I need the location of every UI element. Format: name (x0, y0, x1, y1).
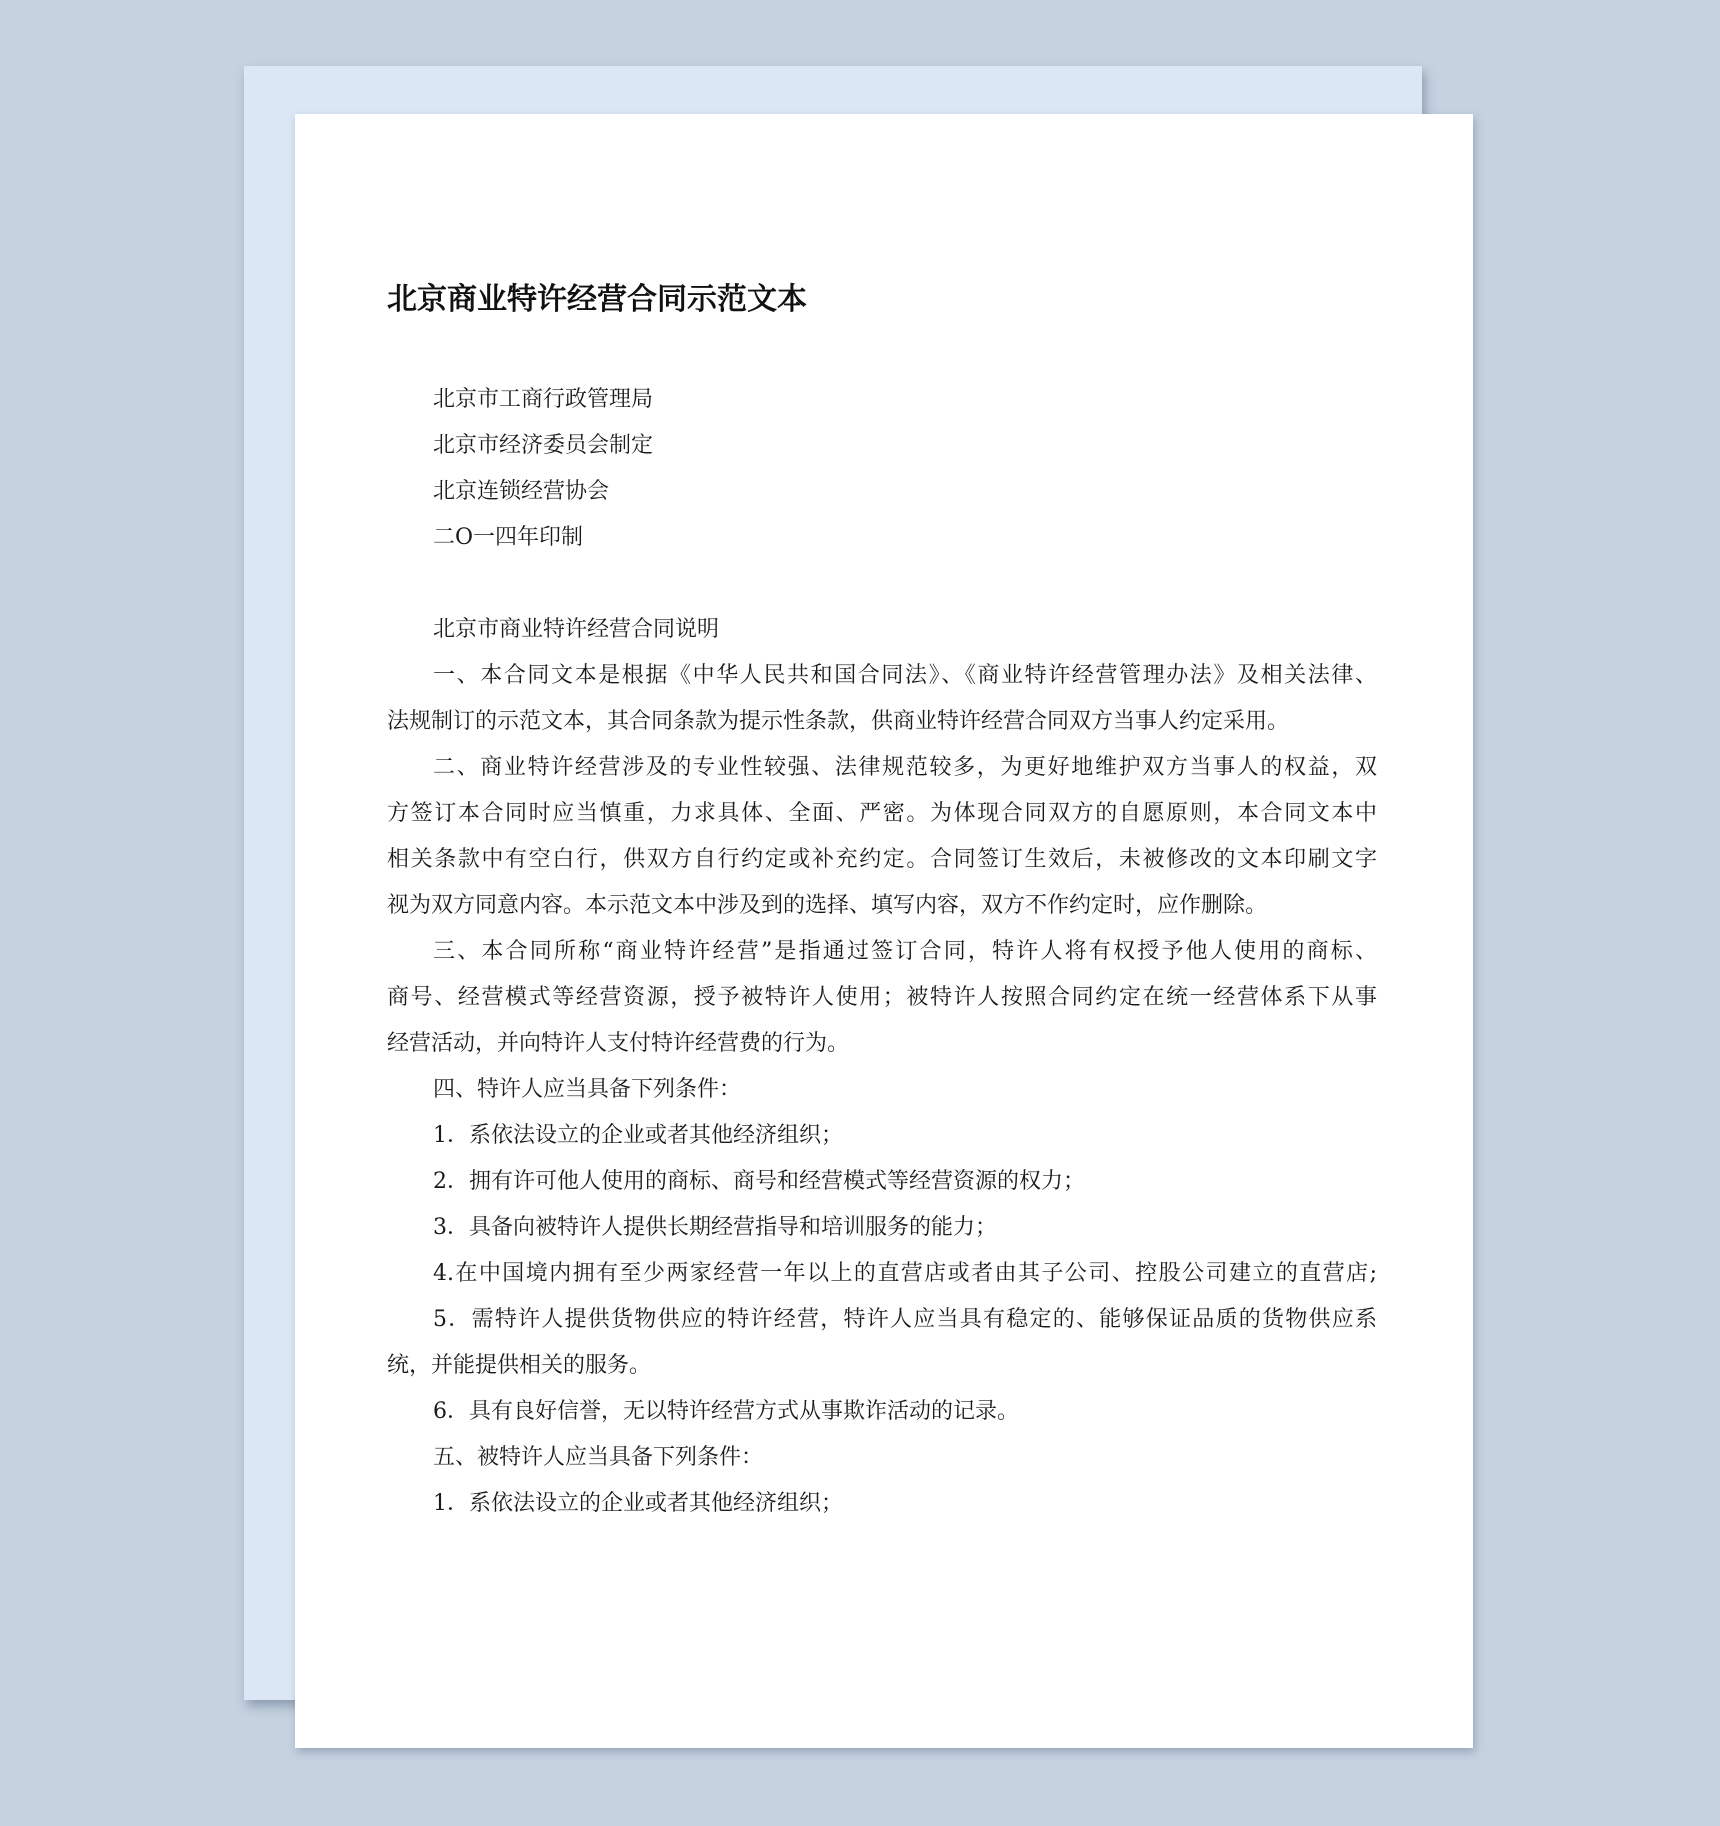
issuer-line: 北京连锁经营协会 (433, 479, 610, 504)
body-text-line: 三、本合同所称“商业特许经营”是指通过签订合同，特许人将有权授予他人使用的商标、 (433, 939, 1377, 964)
body-text-line: 视为双方同意内容。本示范文本中涉及到的选择、填写内容，双方不作约定时，应作删除。 (387, 893, 1268, 918)
print-date-line: 二O一四年印制 (433, 525, 584, 550)
section-heading: 北京市商业特许经营合同说明 (433, 617, 720, 642)
document-title: 北京商业特许经营合同示范文本 (387, 282, 807, 317)
body-text-line: 商号、经营模式等经营资源，授予被特许人使用；被特许人按照合同约定在统一经营体系下从事 (387, 985, 1377, 1010)
body-text-line: 一、本合同文本是根据《中华人民共和国合同法》、《商业特许经营管理办法》及相关法律、 (433, 663, 1377, 688)
body-text-line: 相关条款中有空白行，供双方自行约定或补充约定。合同签订生效后，未被修改的文本印刷文字 (387, 847, 1377, 872)
issuer-line: 北京市工商行政管理局 (433, 387, 654, 412)
issuer-block (387, 377, 1377, 561)
body-text-line: 四、特许人应当具备下列条件： (433, 1077, 742, 1102)
issuer-line: 北京市经济委员会制定 (433, 433, 654, 458)
body-text-line: 经营活动，并向特许人支付特许经营费的行为。 (387, 1031, 850, 1056)
body-text-line: 1．系依法设立的企业或者其他经济组织； (433, 1491, 843, 1516)
body-text-line: 法规制订的示范文本，其合同条款为提示性条款，供商业特许经营合同双方当事人约定采用。 (387, 709, 1290, 734)
body-text-line: 5．需特许人提供货物供应的特许经营，特许人应当具有稳定的、能够保证品质的货物供应系 (433, 1307, 1377, 1332)
document-page (295, 114, 1473, 1748)
body-text-line: 2．拥有许可他人使用的商标、商号和经营模式等经营资源的权力； (433, 1169, 1085, 1194)
contract-explanation-body (387, 607, 1377, 1527)
body-text-line: 方签订本合同时应当慎重，力求具体、全面、严密。为体现合同双方的自愿原则，本合同文本中 (387, 801, 1377, 826)
body-text-line: 五、被特许人应当具备下列条件： (433, 1445, 764, 1470)
body-text-line: 二、商业特许经营涉及的专业性较强、法律规范较多，为更好地维护双方当事人的权益，双 (433, 755, 1377, 780)
body-text-line: 3．具备向被特许人提供长期经营指导和培训服务的能力； (433, 1215, 997, 1240)
body-text-line: 1．系依法设立的企业或者其他经济组织； (433, 1123, 843, 1148)
document-content (387, 280, 1377, 1527)
body-text-line: 统，并能提供相关的服务。 (387, 1353, 652, 1378)
body-text-line: 6．具有良好信誉，无以特许经营方式从事欺诈活动的记录。 (433, 1399, 1019, 1424)
body-text-line: 4.在中国境内拥有至少两家经营一年以上的直营店或者由其子公司、控股公司建立的直营店; (433, 1261, 1377, 1286)
